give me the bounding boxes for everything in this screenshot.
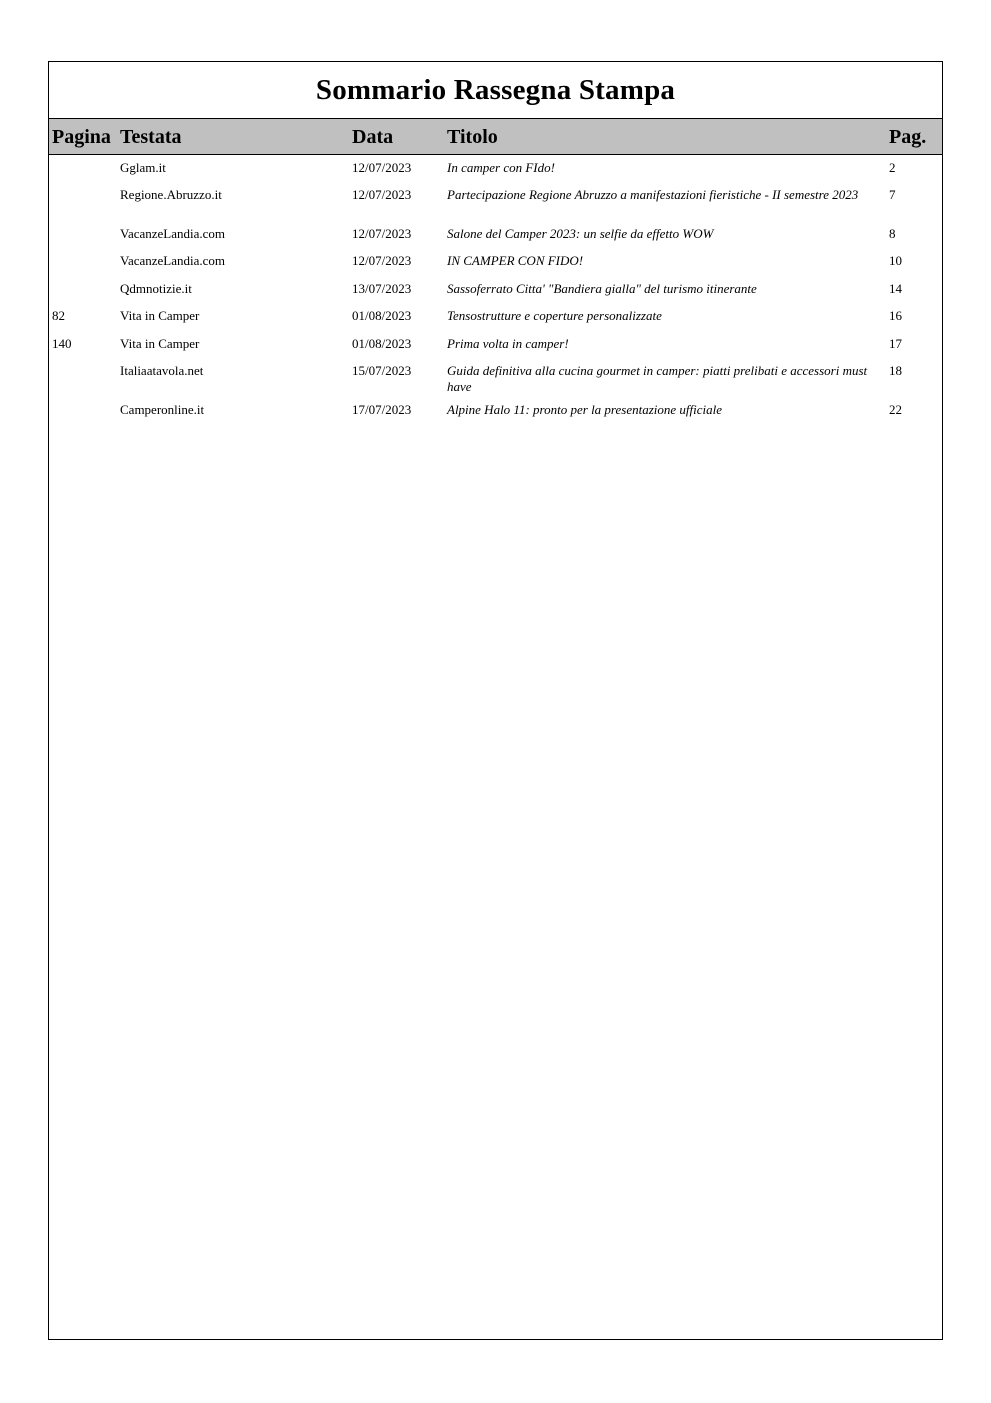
cell-titolo: Tensostrutture e coperture personalizzate [447,308,662,323]
cell-pag: 8 [889,226,896,241]
cell-pag: 22 [889,402,902,417]
cell-testata: Vita in Camper [120,336,200,351]
cell-data: 12/07/2023 [352,160,412,175]
title-bar [49,62,942,119]
cell-data: 12/07/2023 [352,187,412,202]
cell-pagina: 140 [52,336,72,351]
table-row [49,155,942,182]
cell-data: 12/07/2023 [352,226,412,241]
page-title: Sommario Rassegna Stampa [315,73,676,106]
table-row [49,276,942,303]
table-row [49,397,942,424]
cell-testata: VacanzeLandia.com [120,226,226,241]
cell-titolo: IN CAMPER CON FIDO! [447,253,584,268]
cell-titolo: Alpine Halo 11: pronto per la presentazione ufficiale [447,402,723,417]
cell-titolo: Salone del Camper 2023: un selfie da effetto WOW [447,226,714,241]
table-row [49,358,942,397]
cell-testata: Italiaatavola.net [120,363,204,378]
cell-data: 01/08/2023 [352,336,412,351]
cell-titolo: Partecipazione Regione Abruzzo a manifestazioni fieristiche - II semestre 2023 [447,187,859,202]
cell-data: 01/08/2023 [352,308,412,323]
cell-data: 13/07/2023 [352,281,412,296]
table-row [49,331,942,358]
header-titolo: Titolo [447,126,498,148]
cell-pag: 17 [889,336,902,351]
header-testata: Testata [120,126,182,148]
cell-titolo: Guida definitiva alla cucina gourmet in camper: piatti prelibati e accessori must have [447,363,868,394]
document-frame [48,61,943,1340]
header-pag: Pag. [889,126,927,148]
table-row [49,221,942,248]
cell-testata: Vita in Camper [120,308,200,323]
cell-pag: 10 [889,253,902,268]
cell-testata: Qdmnotizie.it [120,281,192,296]
cell-data: 12/07/2023 [352,253,412,268]
table-body [49,155,942,424]
cell-pagina: 82 [52,308,65,323]
cell-titolo: Prima volta in camper! [447,336,569,351]
cell-data: 15/07/2023 [352,363,412,378]
table-row [49,182,942,221]
cell-data: 17/07/2023 [352,402,412,417]
table-row [49,248,942,276]
cell-pag: 18 [889,363,902,378]
cell-titolo: Sassoferrato Citta' "Bandiera gialla" del turismo itinerante [447,281,757,296]
table-row [49,303,942,331]
cell-pag: 16 [889,308,902,323]
header-data: Data [352,126,394,148]
cell-testata: Regione.Abruzzo.it [120,187,222,202]
table-header [49,119,942,155]
cell-titolo: In camper con FIdo! [447,160,555,175]
cell-testata: Camperonline.it [120,402,205,417]
cell-pag: 2 [889,160,896,175]
cell-testata: Gglam.it [120,160,166,175]
cell-pag: 14 [889,281,902,296]
cell-testata: VacanzeLandia.com [120,253,226,268]
cell-pag: 7 [889,187,896,202]
header-pagina: Pagina [52,126,111,148]
